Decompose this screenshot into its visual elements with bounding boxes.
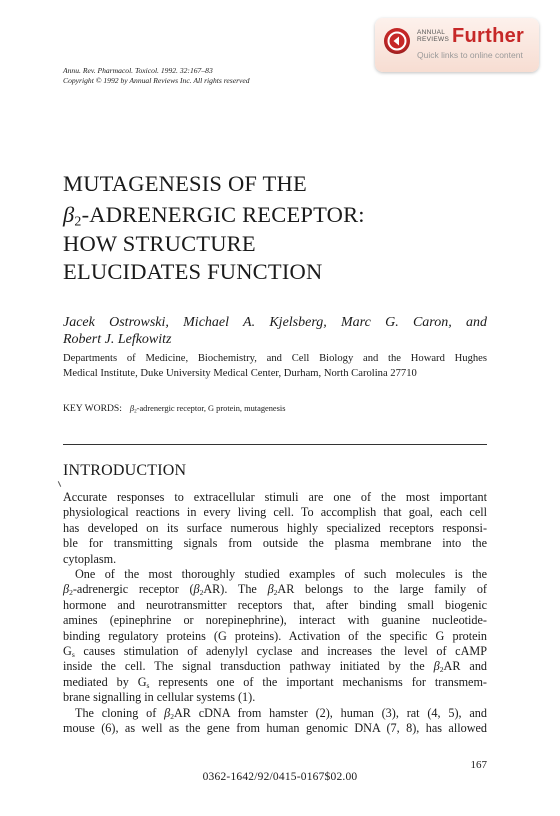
beta-symbol: β [193, 582, 200, 597]
body-text: -adrenergic receptor ( [72, 582, 194, 597]
body-text: inside the cell. The signal transduction pathway initiated by the [63, 659, 434, 674]
body-text: represents one of the important mechanisms for transmem- [149, 674, 487, 689]
body-line: Accurate responses to extracellular stimuli are one of the most important [63, 490, 487, 504]
banner-reviews-label: REVIEWS [417, 36, 450, 43]
beta-symbol: β [63, 582, 70, 597]
body-line: mouse (6), as well as the gene from human genomic DNA (7, 8), has allowed [63, 721, 487, 735]
body-text: causes stimulation of adenylyl cyclase and increases the level of cAMP [74, 644, 487, 658]
title-beta-subscript: 2 [74, 214, 82, 230]
body-line: amines (epinephrine or norepinephrine), interact with guanine nucleotide- [63, 613, 487, 628]
body-text: AR and [443, 659, 488, 674]
body-line: ble for transmitting signals from outside the plasma membrane into the [63, 536, 487, 551]
subscript: 2 [273, 588, 278, 598]
body-line: brane signalling in cellular systems (1). [63, 690, 256, 705]
banner-further-label: Further [452, 25, 525, 47]
title-beta-symbol: β [63, 202, 75, 227]
key-words-list [130, 404, 286, 413]
body-text: AR). The [203, 582, 268, 597]
affiliation-line-1: Departments of Medicine, Biochemistry, and Cell Biology and the Howard Hughes [63, 353, 487, 364]
banner-quick-links-link[interactable]: Quick links to online content [417, 50, 523, 60]
body-line: hormone and neurotransmitter receptors that, after binding small biogenic [63, 597, 487, 612]
subscript: s [146, 680, 150, 690]
title-line-2-text: -ADRENERGIC RECEPTOR: [81, 202, 365, 227]
article-title-line-2 [63, 203, 365, 234]
subscript: 2 [69, 588, 73, 598]
key-words [63, 403, 285, 414]
affiliation-line-2: Medical Institute, Duke University Medical Center, Durham, North Carolina 27710 [63, 368, 417, 379]
body-line: physiological reactions in every living cell. To accomplish that goal, each cell [63, 505, 487, 520]
key-words-label: KEY WORDS: [63, 403, 122, 414]
authors-line-1: Jacek Ostrowski, Michael A. Kjelsberg, Marc G. Caron, and [63, 315, 487, 330]
body-line: binding regulatory proteins (G proteins). Activation of the specific G protein [63, 628, 487, 643]
journal-citation: Annu. Rev. Pharmacol. Toxicol. 1992. 32:167–83 [63, 66, 213, 75]
body-line: has developed on its surface numerous highly specialized receptors responsi- [63, 520, 487, 535]
kw-text: -adrenergic receptor, G protein, mutagenesis [136, 404, 286, 413]
banner-annual-label: ANNUAL [417, 29, 446, 36]
further-banner[interactable] [375, 18, 539, 72]
body-text: mediated by G [63, 674, 147, 689]
article-title-line-1: MUTAGENESIS OF THE [63, 171, 307, 196]
body-line: cytoplasm. [63, 551, 117, 566]
section-divider [63, 444, 487, 445]
page-number: 167 [470, 759, 487, 771]
body-text: AR cDNA from hamster (2), human (3), rat (4, 5), and [173, 705, 487, 720]
body-text: The cloning of [75, 705, 165, 720]
subscript: 2 [199, 588, 204, 598]
kw-beta-symbol: β [129, 404, 135, 413]
beta-symbol: β [164, 705, 171, 720]
subscript: s [71, 649, 75, 659]
subscript: 2 [439, 665, 444, 675]
subscript: 2 [170, 711, 174, 721]
body-line: One of the most thoroughly studied examples of such molecules is the [75, 567, 487, 581]
article-title-line-4: ELUCIDATES FUNCTION [63, 259, 323, 284]
section-heading-introduction: INTRODUCTION [63, 462, 187, 479]
journal-copyright: Copyright © 1992 by Annual Reviews Inc. All rights reserved [63, 76, 250, 85]
article-title-line-3: HOW STRUCTURE [63, 231, 256, 256]
body-text: G [63, 644, 72, 658]
body-text: AR belongs to the large family of [277, 582, 487, 597]
beta-symbol: β [267, 582, 274, 597]
footer-code: 0362-1642/92/0415-0167$02.00 [202, 771, 358, 783]
margin-tick-mark [58, 481, 61, 487]
beta-symbol: β [433, 659, 440, 674]
kw-beta-subscript: 2 [134, 408, 137, 415]
authors-line-2: Robert J. Lefkowitz [63, 332, 172, 347]
annual-reviews-logo-icon [384, 28, 410, 54]
